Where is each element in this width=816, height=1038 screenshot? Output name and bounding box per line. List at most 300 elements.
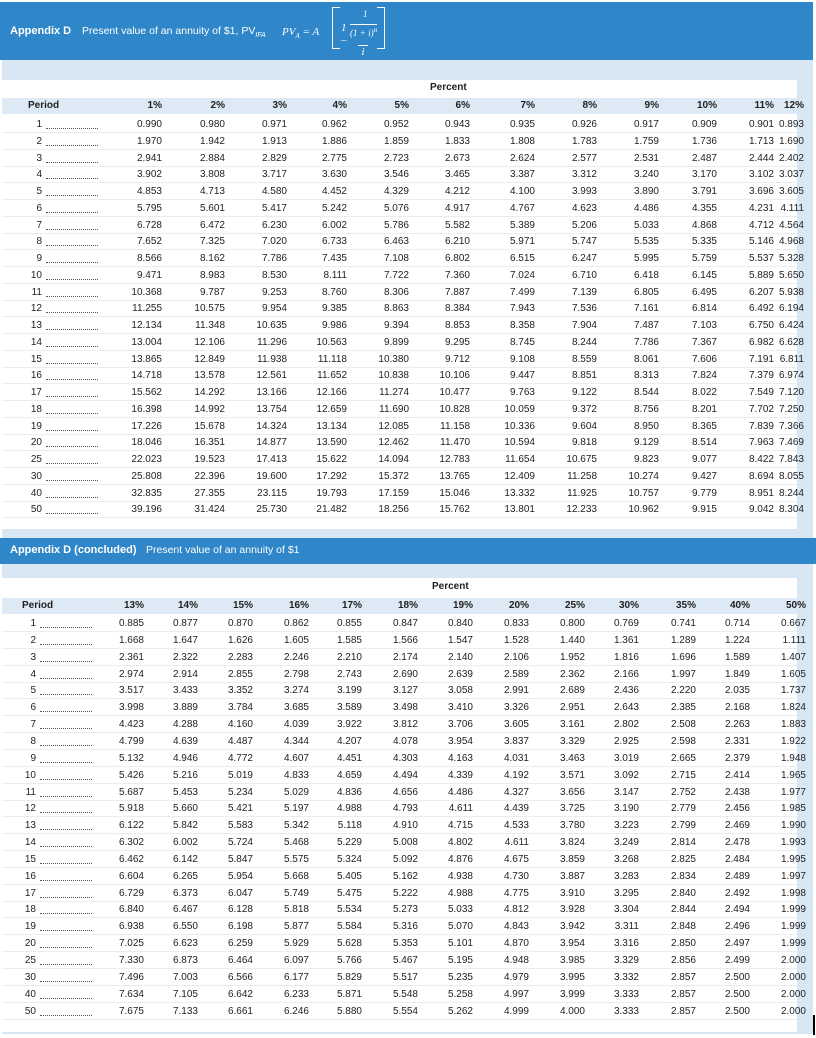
bottom-table-cell: 6.604: [118, 870, 144, 882]
top-table-cell: 7.887: [444, 286, 470, 298]
bottom-table-cell: 1.952: [559, 651, 585, 663]
bottom-table-cell: 2.361: [118, 651, 144, 663]
top-table-cell: 4.100: [509, 186, 535, 197]
top-rate-header: 3%: [272, 100, 287, 111]
top-table-cell: 7.487: [633, 320, 659, 331]
bottom-row-divider: [2, 631, 797, 632]
top-table-cell: 3.902: [136, 169, 162, 181]
top-table-cell: 3.465: [444, 169, 470, 181]
bottom-table-cell: 3.190: [613, 803, 639, 815]
formula-pv-sub: A: [295, 32, 300, 41]
top-table-cell: 1.886: [321, 135, 347, 147]
top-leader-dots: [46, 229, 98, 230]
bottom-period-number: 20: [24, 938, 36, 950]
top-table-cell: 9.394: [383, 320, 409, 331]
top-row-divider: [2, 300, 797, 301]
bottom-table-cell: 3.463: [559, 752, 585, 764]
top-table-cell: 7.250: [778, 403, 804, 415]
formula-pv: PV: [282, 26, 296, 38]
bottom-period-number: 4: [30, 668, 36, 680]
bottom-table-cell: 2.850: [670, 938, 696, 950]
bottom-table-cell: 1.816: [613, 651, 639, 663]
top-table-cell: 13.765: [439, 470, 470, 482]
top-table-cell: 19.523: [194, 454, 225, 465]
top-table-cell: 8.559: [571, 353, 597, 365]
bottom-table-cell: 1.993: [780, 837, 806, 849]
bottom-table-cell: 4.938: [447, 870, 473, 882]
top-leader-dots: [46, 513, 98, 514]
bottom-table-cell: 4.659: [336, 769, 362, 781]
top-table-cell: 0.893: [778, 119, 804, 130]
top-leader-dots: [46, 497, 98, 498]
top-table-cell: 13.332: [504, 487, 535, 499]
bottom-table-cell: 0.885: [118, 618, 144, 629]
top-table-cell: 14.324: [256, 420, 287, 432]
bottom-table-cell: 4.486: [447, 786, 473, 798]
bottom-table-cell: 2.848: [670, 921, 696, 933]
bottom-table-cell: 4.948: [503, 955, 529, 966]
bottom-rate-header: 35%: [675, 600, 696, 611]
bottom-table-cell: 3.928: [559, 904, 585, 916]
top-table-panel: [2, 60, 813, 538]
bottom-table-cell: 4.843: [503, 921, 529, 933]
top-rate-header: 6%: [455, 100, 470, 111]
top-table-cell: 11.296: [257, 336, 287, 348]
top-table-cell: 10.336: [504, 420, 535, 432]
bottom-table-cell: 3.812: [392, 719, 418, 731]
top-table-cell: 0.962: [321, 119, 347, 130]
top-table-cell: 5.417: [261, 202, 287, 214]
bottom-table-cell: 5.687: [118, 786, 144, 798]
bottom-table-cell: 4.494: [392, 769, 418, 781]
top-table-cell: 13.754: [256, 403, 287, 415]
top-table-cell: 9.823: [633, 454, 659, 465]
bottom-table-cell: 1.995: [780, 853, 806, 865]
bottom-table-cell: 3.249: [613, 837, 639, 849]
top-table-cell: 2.941: [136, 152, 162, 164]
top-table-cell: 16.351: [194, 437, 225, 449]
bottom-table-cell: 1.999: [780, 938, 806, 950]
bottom-rate-header: 25%: [564, 600, 585, 611]
top-table-cell: 8.055: [778, 470, 804, 482]
top-table-cell: 7.824: [691, 370, 717, 382]
top-table-cell: 9.779: [691, 487, 717, 499]
bottom-table-cell: 1.965: [780, 769, 806, 781]
bottom-table-cell: 2.844: [670, 904, 696, 916]
top-table-cell: 6.515: [509, 253, 535, 264]
top-leader-dots: [46, 212, 98, 213]
bottom-table-cell: 6.566: [227, 971, 253, 983]
bottom-table-cell: 4.988: [447, 887, 473, 899]
bottom-table-cell: 2.500: [724, 988, 750, 1000]
bottom-table-cell: 7.105: [172, 988, 198, 1000]
top-table-cell: 2.673: [444, 152, 470, 164]
top-table-cell: 4.212: [444, 186, 470, 197]
bottom-leader-dots: [40, 728, 92, 729]
bottom-table-cell: 5.534: [336, 904, 362, 916]
top-table-cell: 14.992: [194, 403, 225, 415]
formula-one-minus: 1 –: [341, 22, 347, 46]
bottom-rate-header: 14%: [177, 600, 198, 611]
top-row-divider: [2, 383, 797, 384]
top-table-cell: 6.424: [778, 320, 804, 331]
top-table-cell: 8.530: [261, 269, 287, 281]
top-rate-header: 7%: [520, 100, 535, 111]
bottom-table-cell: 3.859: [559, 853, 585, 865]
top-table-cell: 8.365: [691, 420, 717, 432]
top-table-cell: 12.233: [566, 504, 597, 516]
top-table-cell: 1.690: [778, 135, 804, 147]
top-table-cell: 6.194: [778, 303, 804, 315]
formula-lhs: [282, 26, 319, 40]
top-table-cell: 6.628: [778, 336, 804, 348]
top-table-cell: 10.675: [566, 454, 597, 465]
bottom-table-cell: 2.166: [613, 668, 639, 680]
bottom-row-divider: [2, 698, 797, 699]
bottom-table-cell: 6.233: [283, 988, 309, 1000]
top-table-cell: 8.304: [778, 504, 804, 516]
bottom-table-cell: 2.362: [559, 668, 585, 680]
top-period-number: 5: [36, 186, 42, 197]
top-table-cell: 4.868: [691, 219, 717, 231]
top-rate-header: 2%: [210, 100, 225, 111]
formula-den-exp: n: [373, 26, 378, 34]
top-table-cell: 10.962: [628, 504, 659, 516]
top-table-cell: 6.495: [691, 286, 717, 298]
top-row-divider: [2, 333, 797, 334]
top-table-cell: 14.877: [256, 437, 287, 449]
bottom-table-cell: 2.246: [283, 651, 309, 663]
bottom-table-cell: 1.547: [447, 634, 473, 646]
top-table-cell: 16.398: [131, 403, 162, 415]
bottom-table-cell: 4.031: [503, 752, 529, 764]
bottom-table-cell: 5.197: [283, 803, 309, 815]
bottom-table-cell: 0.847: [392, 618, 418, 629]
bottom-period-number: 17: [24, 887, 36, 899]
top-table-cell: 3.102: [748, 169, 774, 181]
bottom-period-number: 8: [30, 735, 36, 747]
bottom-table-cell: 5.092: [392, 853, 418, 865]
bottom-table-cell: 3.910: [559, 887, 585, 899]
bottom-period-number: 30: [24, 971, 36, 983]
top-table-cell: 21.482: [316, 504, 347, 516]
top-period-number: 40: [30, 487, 42, 499]
top-table-cell: 9.986: [321, 320, 347, 331]
top-percent-label: Percent: [430, 82, 467, 93]
top-table-cell: 13.590: [316, 437, 347, 449]
bottom-table-cell: 5.575: [283, 853, 309, 865]
top-table-cell: 10.757: [628, 487, 659, 499]
bottom-table-cell: 3.942: [559, 921, 585, 933]
top-leader-dots: [46, 446, 98, 447]
top-table-cell: 6.728: [136, 219, 162, 231]
bottom-table-cell: 3.147: [613, 786, 639, 798]
bottom-period-number: 11: [25, 786, 36, 798]
top-row-divider: [2, 149, 797, 150]
bottom-leader-dots: [40, 779, 92, 780]
top-table-cell: 5.328: [778, 253, 804, 264]
top-rate-header: 5%: [394, 100, 409, 111]
top-table-cell: 9.604: [571, 420, 597, 432]
top-table-cell: 15.622: [316, 454, 347, 465]
bottom-table-cell: 3.656: [559, 786, 585, 798]
bottom-table-cell: 4.160: [227, 719, 253, 731]
bottom-table-cell: 3.571: [559, 769, 585, 781]
bottom-row-divider: [2, 867, 797, 868]
bottom-table-cell: 4.799: [118, 735, 144, 747]
bottom-table-cell: 5.877: [283, 921, 309, 933]
top-table-cell: 3.037: [778, 169, 804, 181]
top-table-cell: 4.713: [199, 186, 225, 197]
top-table-cell: 7.435: [321, 253, 347, 264]
bottom-table-cell: 6.661: [227, 1005, 253, 1017]
bottom-appendix-label: Appendix D (concluded): [10, 544, 137, 556]
bottom-table-cell: 5.628: [336, 938, 362, 950]
top-table-cell: 9.108: [509, 353, 535, 365]
bottom-table-cell: 1.883: [780, 719, 806, 731]
top-table-cell: 5.335: [691, 236, 717, 248]
bottom-table-cell: 5.929: [283, 938, 309, 950]
top-table-cell: 0.990: [136, 119, 162, 130]
bottom-table-cell: 1.999: [780, 904, 806, 916]
bottom-table-cell: 3.223: [613, 820, 639, 832]
bottom-table-cell: 2.925: [613, 735, 639, 747]
top-table-cell: 13.578: [194, 370, 225, 382]
bottom-table-cell: 5.273: [392, 904, 418, 916]
bottom-table-cell: 2.914: [172, 668, 198, 680]
bottom-table-cell: 5.818: [283, 904, 309, 916]
bottom-table-cell: 5.234: [227, 786, 253, 798]
bottom-table-panel: [2, 564, 813, 1034]
bottom-table-cell: 2.322: [172, 651, 198, 663]
bottom-table-cell: 4.656: [392, 786, 418, 798]
top-row-divider: [2, 501, 797, 502]
bottom-table-cell: 2.799: [670, 820, 696, 832]
bottom-row-divider: [2, 985, 797, 986]
bottom-period-number: 16: [24, 870, 36, 882]
top-table-cell: 22.396: [194, 470, 225, 482]
top-period-number: 3: [36, 152, 42, 164]
top-rate-header: 10%: [696, 100, 717, 111]
bottom-table-cell: 4.611: [504, 837, 529, 849]
top-table-cell: 1.713: [748, 135, 774, 147]
bottom-table-cell: 4.715: [447, 820, 473, 832]
bottom-table-cell: 0.741: [670, 618, 696, 629]
top-row-divider: [2, 417, 797, 418]
bottom-table-cell: 5.405: [336, 870, 362, 882]
bottom-table-cell: 2.743: [336, 668, 362, 680]
bottom-table-cell: 5.583: [227, 820, 253, 832]
top-table-cell: 3.696: [748, 186, 774, 197]
top-table-cell: 25.808: [131, 470, 162, 482]
bottom-table-cell: 4.946: [172, 752, 198, 764]
top-table-cell: 2.444: [748, 152, 774, 164]
top-row-divider: [2, 367, 797, 368]
bottom-leader-dots: [40, 964, 92, 965]
bottom-table-cell: 2.035: [724, 685, 750, 697]
bottom-table-cell: 4.192: [503, 769, 529, 781]
top-leader-dots: [46, 363, 98, 364]
bottom-table-cell: 3.311: [614, 921, 639, 933]
top-table-cell: 6.247: [571, 253, 597, 264]
bottom-table-cell: 7.003: [172, 971, 198, 983]
bottom-table-cell: 2.690: [392, 668, 418, 680]
top-table-cell: 8.306: [383, 286, 409, 298]
bottom-table-cell: 0.769: [613, 618, 639, 629]
bottom-leader-dots: [40, 627, 92, 628]
bottom-table-cell: 3.274: [283, 685, 309, 697]
top-table-cell: 10.635: [256, 320, 287, 331]
top-table-cell: 7.360: [444, 269, 470, 281]
top-leader-dots: [46, 245, 98, 246]
top-table-cell: 7.469: [778, 437, 804, 449]
bottom-table-cell: 5.235: [447, 971, 473, 983]
bottom-table-cell: 1.696: [670, 651, 696, 663]
top-table-cell: 3.240: [633, 169, 659, 181]
bottom-table-cell: 5.660: [172, 803, 198, 815]
top-table-cell: 8.358: [509, 320, 535, 331]
bottom-table-cell: 4.802: [447, 837, 473, 849]
top-table-cell: 14.094: [378, 454, 409, 465]
bottom-table-cell: 2.478: [724, 837, 750, 849]
bottom-table-cell: 2.220: [670, 685, 696, 697]
top-table-cell: 11.348: [195, 320, 225, 331]
bottom-table-cell: 3.784: [227, 702, 253, 714]
top-table-cell: 10.563: [316, 336, 347, 348]
bottom-rate-header: 50%: [785, 600, 806, 611]
top-period-number: 7: [36, 219, 42, 231]
bottom-period-number: 5: [30, 685, 36, 697]
top-table-cell: 18.046: [131, 437, 162, 449]
top-table-cell: 5.389: [509, 219, 535, 231]
bottom-leader-dots: [40, 981, 92, 982]
top-row-divider: [2, 283, 797, 284]
bottom-table-cell: 3.161: [559, 719, 585, 731]
top-leader-dots: [46, 463, 98, 464]
bottom-table-cell: 4.163: [447, 752, 473, 764]
bottom-row-divider: [2, 901, 797, 902]
top-table-cell: 4.355: [691, 202, 717, 214]
bottom-table-cell: 6.550: [172, 921, 198, 933]
bottom-leader-dots: [40, 745, 92, 746]
top-period-number: 11: [31, 286, 42, 298]
top-table-cell: 12.166: [316, 387, 347, 398]
top-table-cell: 9.471: [136, 269, 162, 281]
top-table-cell: 1.942: [199, 135, 225, 147]
bottom-table-cell: 3.410: [447, 702, 473, 714]
top-row-divider: [2, 467, 797, 468]
top-table-cell: 2.723: [383, 152, 409, 164]
bottom-table-cell: 5.222: [392, 887, 418, 899]
top-row-divider: [2, 400, 797, 401]
top-table-cell: 6.492: [748, 303, 774, 315]
bottom-rate-header: 30%: [618, 600, 639, 611]
bottom-rate-header: 13%: [123, 600, 144, 611]
top-table-cell: 9.763: [509, 387, 535, 398]
bottom-table-cell: 3.333: [613, 988, 639, 1000]
formula-equals: = A: [302, 26, 320, 38]
bottom-leader-dots: [40, 661, 92, 662]
bottom-table-cell: 2.283: [227, 651, 253, 663]
bottom-row-divider: [2, 951, 797, 952]
top-table-cell: 5.033: [633, 219, 659, 231]
formula-left-bracket: [332, 7, 340, 49]
top-table-cell: 32.835: [131, 487, 162, 499]
bottom-leader-dots: [40, 947, 92, 948]
bottom-table-cell: 2.496: [724, 921, 750, 933]
top-table-cell: 11.158: [440, 420, 470, 432]
bottom-table-cell: 1.668: [118, 634, 144, 646]
top-table-cell: 10.838: [378, 370, 409, 382]
text-cursor: [813, 1015, 815, 1035]
top-table-cell: 4.917: [444, 202, 470, 214]
bottom-table-cell: 3.433: [172, 685, 198, 697]
top-table-cell: 9.253: [261, 286, 287, 298]
bottom-table-cell: 3.127: [392, 685, 418, 697]
top-row-divider: [2, 216, 797, 217]
bottom-period-number: 25: [24, 955, 36, 966]
top-row-divider: [2, 166, 797, 167]
bottom-period-number: 9: [30, 752, 36, 764]
top-table-cell: 39.196: [131, 504, 162, 516]
top-table-cell: 17.413: [256, 454, 287, 465]
bottom-table-cell: 3.326: [503, 702, 529, 714]
top-table-cell: 11.118: [317, 353, 347, 365]
top-leader-dots: [46, 379, 98, 380]
bottom-table-cell: 3.824: [559, 837, 585, 849]
bottom-table-cell: 2.689: [559, 685, 585, 697]
bottom-leader-dots: [40, 998, 92, 999]
top-period-number: 2: [36, 135, 42, 147]
top-table-cell: 3.791: [691, 186, 717, 197]
bottom-row-divider: [2, 884, 797, 885]
top-period-header: Period: [28, 100, 60, 111]
top-rate-header: 11%: [754, 100, 774, 111]
bottom-table-cell: 3.706: [447, 719, 473, 731]
bottom-table-cell: 4.533: [503, 820, 529, 832]
top-table-cell: 8.756: [633, 403, 659, 415]
top-table-cell: 0.971: [261, 119, 287, 130]
top-table-cell: 6.814: [691, 303, 717, 315]
bottom-table-cell: 4.836: [336, 786, 362, 798]
bottom-table-cell: 4.207: [336, 735, 362, 747]
bottom-table-cell: 2.991: [503, 685, 529, 697]
top-table-cell: 5.759: [691, 253, 717, 264]
top-table-cell: 7.499: [509, 286, 535, 298]
top-period-number: 16: [30, 370, 42, 382]
bottom-table-cell: 2.798: [283, 668, 309, 680]
bottom-table-cell: 2.857: [670, 971, 696, 983]
top-table-cell: 18.256: [378, 504, 409, 516]
bottom-table-cell: 2.589: [503, 668, 529, 680]
top-table-cell: 11.654: [505, 454, 535, 465]
bottom-period-number: 12: [24, 803, 36, 815]
bottom-table-cell: 7.133: [172, 1005, 198, 1017]
bottom-table-cell: 3.304: [613, 904, 639, 916]
top-table-cell: 0.935: [509, 119, 535, 130]
top-table-cell: 8.201: [691, 403, 717, 415]
bottom-table-cell: 3.268: [613, 853, 639, 865]
top-table-cell: 10.477: [439, 387, 470, 398]
top-table-cell: 8.244: [778, 487, 804, 499]
top-table-cell: 6.230: [261, 219, 287, 231]
bottom-table-cell: 2.665: [670, 752, 696, 764]
bottom-table-cell: 4.451: [336, 752, 362, 764]
top-table-cell: 8.244: [571, 336, 597, 348]
bottom-percent-label: Percent: [432, 581, 469, 592]
top-table-cell: 12.085: [378, 420, 409, 432]
top-table-cell: 10.380: [378, 353, 409, 365]
